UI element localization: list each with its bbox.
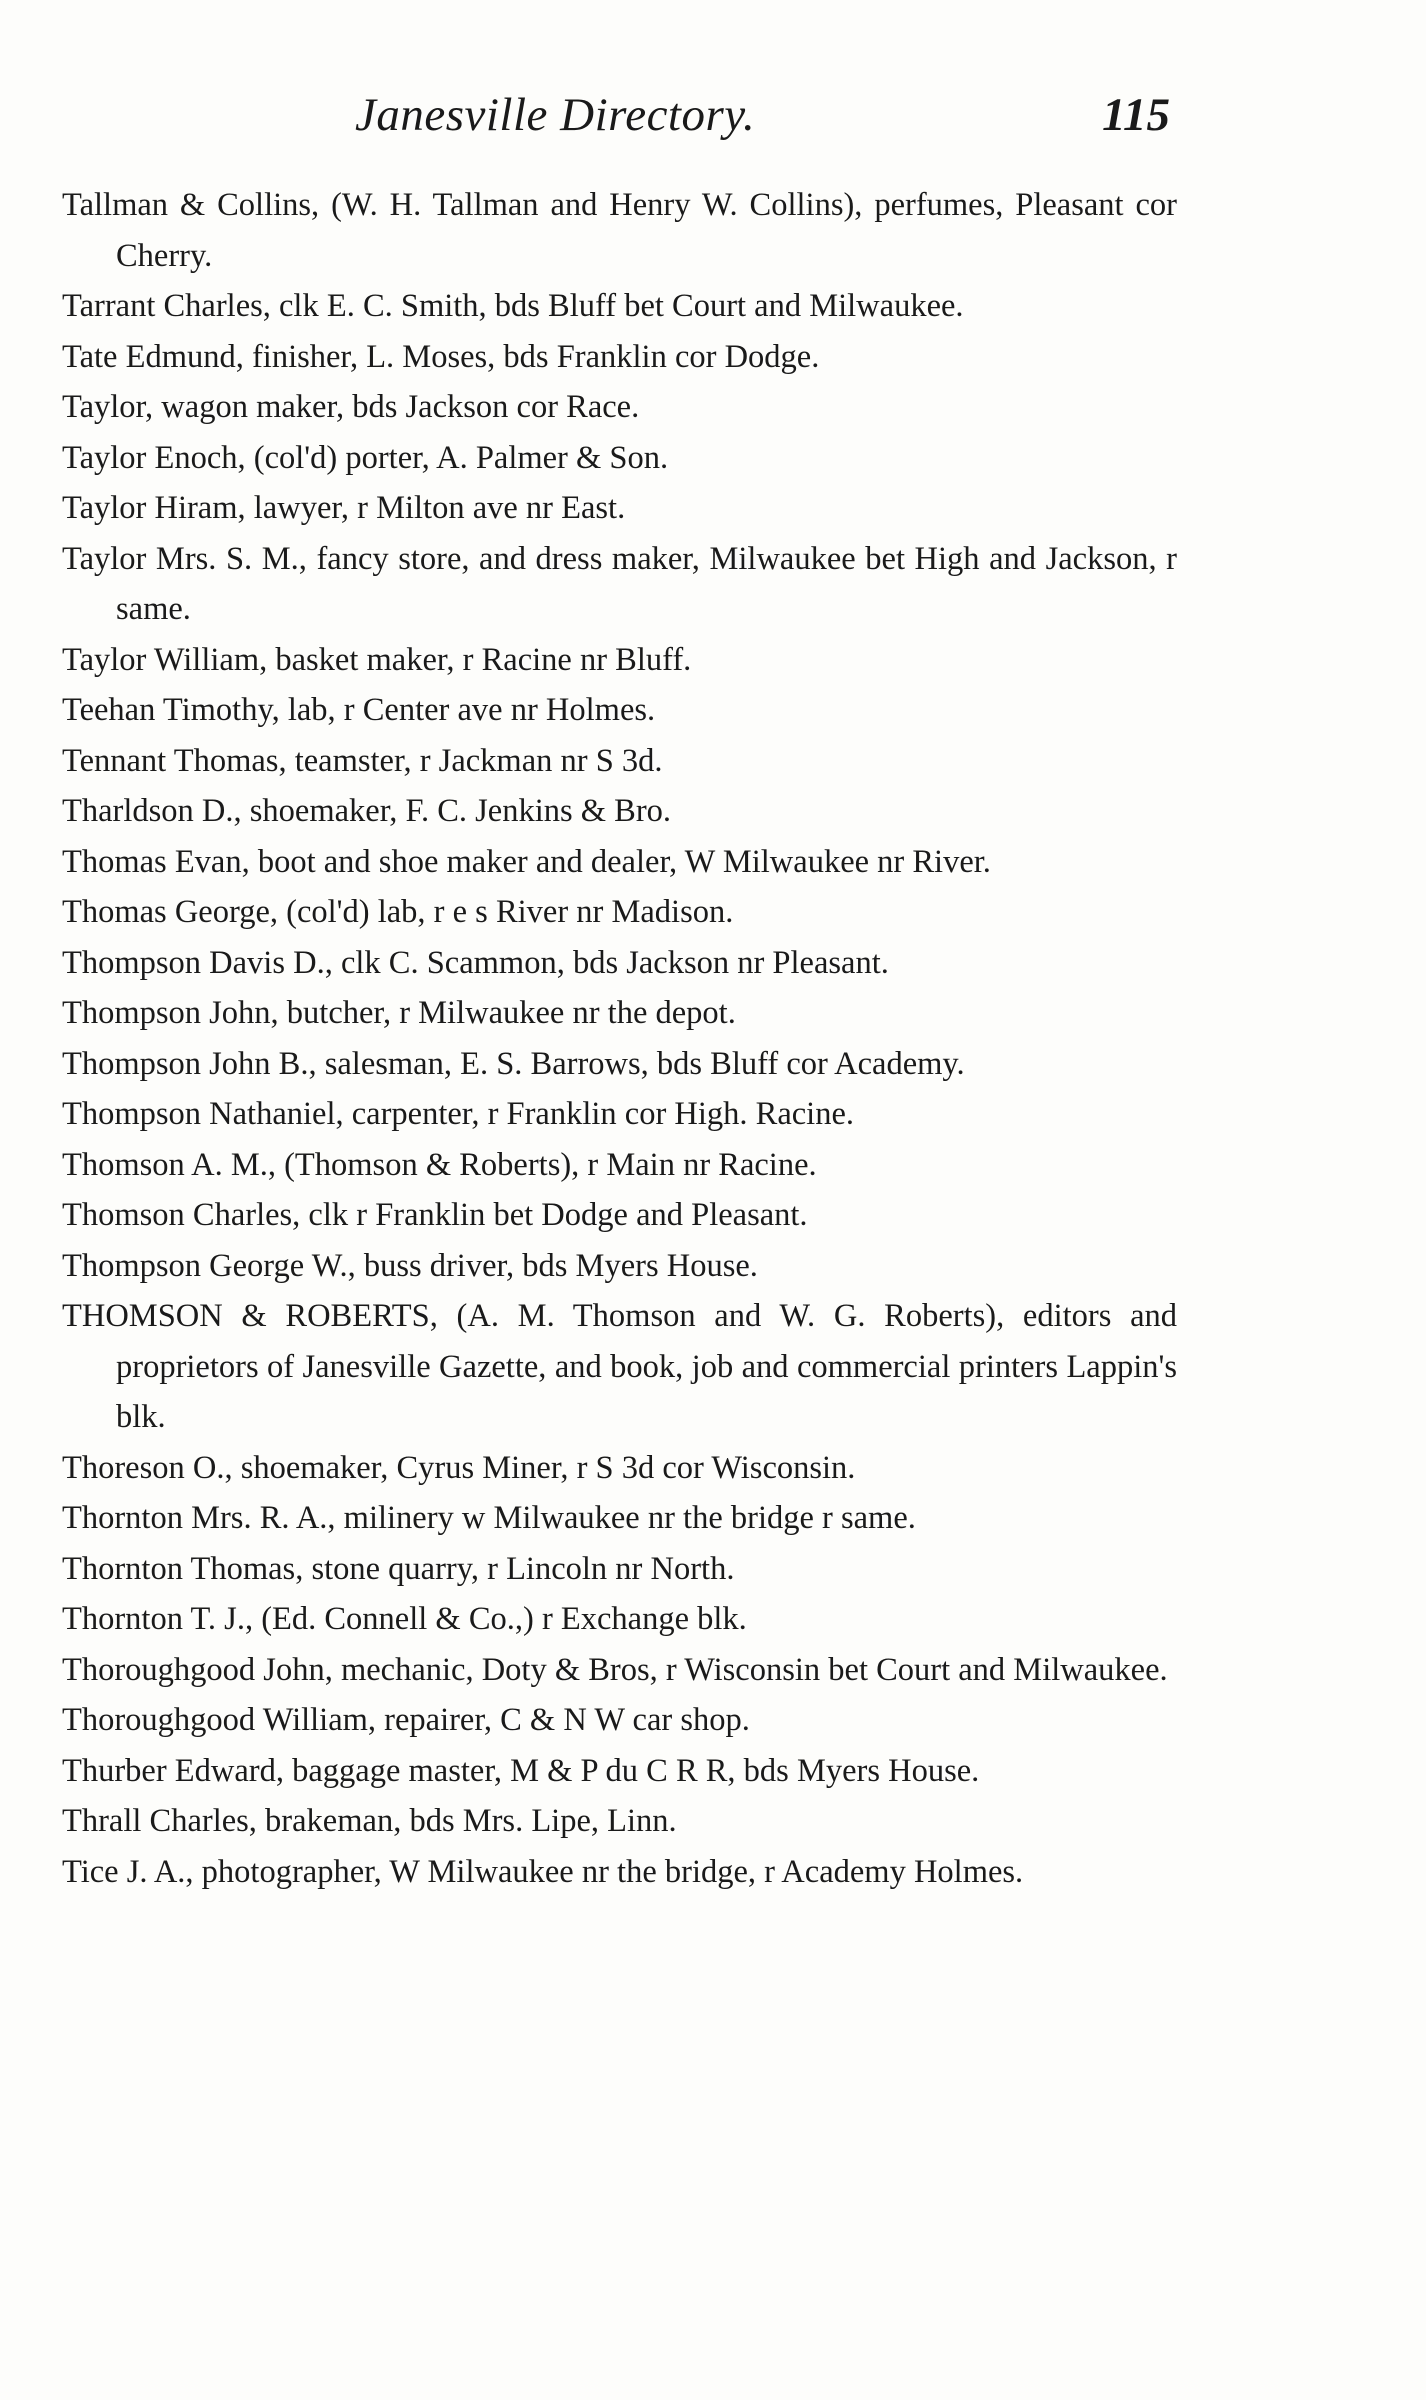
directory-entry: Thornton T. J., (Ed. Connell & Co.,) r Exchange blk. [62, 1601, 747, 1637]
directory-entry: Tennant Thomas, teamster, r Jackman nr S 3d. [62, 742, 663, 779]
directory-entry: Thoreson O., shoemaker, Cyrus Miner, r S 3d cor Wisconsin. [62, 1449, 856, 1486]
directory-entry: Tate Edmund, finisher, L. Moses, bds Franklin cor Dodge. [62, 338, 820, 375]
directory-entries [62, 180, 1177, 1897]
directory-entry: Taylor, wagon maker, bds Jackson cor Race. [62, 389, 640, 425]
directory-entry: Teehan Timothy, lab, r Center ave nr Holmes. [62, 692, 656, 728]
directory-entry: Thompson Davis D., clk C. Scammon, bds Jackson nr Pleasant. [62, 944, 889, 981]
directory-entry: Tarrant Charles, clk E. C. Smith, bds Bluff bet Court and Milwaukee. [62, 288, 964, 324]
directory-entry: Thornton Thomas, stone quarry, r Lincoln nr North. [62, 1550, 735, 1587]
directory-entry: Thompson George W., buss driver, bds Myers House. [62, 1247, 758, 1284]
directory-entry: Thoroughgood John, mechanic, Doty & Bros, r Wisconsin bet Court and Milwaukee. [62, 1651, 1168, 1688]
directory-entry: Thompson Nathaniel, carpenter, r Franklin cor High. Racine. [62, 1096, 854, 1132]
directory-entry: Tharldson D., shoemaker, F. C. Jenkins & Bro. [62, 793, 672, 829]
directory-entry: Thrall Charles, brakeman, bds Mrs. Lipe, Linn. [62, 1803, 677, 1839]
page-header [355, 88, 1170, 158]
directory-entry: Thoroughgood William, repairer, C & N W car shop. [62, 1702, 750, 1738]
directory-entry: Thornton Mrs. R. A., milinery w Milwaukee nr the bridge r same. [62, 1500, 916, 1536]
directory-entry: Taylor Enoch, (col'd) porter, A. Palmer & Son. [62, 439, 669, 476]
directory-entry: Taylor Mrs. S. M., fancy store, and dress maker, Milwaukee bet High and Jackson, r same. [62, 540, 1177, 627]
directory-entry: Thomson Charles, clk r Franklin bet Dodge and Pleasant. [62, 1197, 808, 1233]
directory-entry: THOMSON & ROBERTS, (A. M. Thomson and W. G. Roberts), editors and proprietors of Janesville Gazette, and book, job and commercial printers Lappin's blk. [62, 1298, 1177, 1435]
directory-entry: Thompson John B., salesman, E. S. Barrows, bds Bluff cor Academy. [62, 1045, 965, 1082]
directory-entry: Tice J. A., photographer, W Milwaukee nr the bridge, r Academy Holmes. [62, 1853, 1024, 1890]
directory-entry: Taylor Hiram, lawyer, r Milton ave nr East. [62, 490, 626, 526]
directory-entry: Thomas George, (col'd) lab, r e s River nr Madison. [62, 894, 734, 930]
page-number: 115 [1102, 89, 1170, 141]
directory-entry: Thomson A. M., (Thomson & Roberts), r Main nr Racine. [62, 1146, 817, 1183]
directory-entry: Thomas Evan, boot and shoe maker and dealer, W Milwaukee nr River. [62, 843, 991, 880]
directory-entry: Thompson John, butcher, r Milwaukee nr the depot. [62, 995, 736, 1031]
running-title: Janesville Directory. [355, 89, 756, 141]
directory-entry: Tallman & Collins, (W. H. Tallman and Henry W. Collins), perfumes, Pleasant cor Cherry. [62, 187, 1177, 274]
directory-entry: Taylor William, basket maker, r Racine nr Bluff. [62, 641, 692, 678]
directory-entry: Thurber Edward, baggage master, M & P du C R R, bds Myers House. [62, 1752, 980, 1789]
